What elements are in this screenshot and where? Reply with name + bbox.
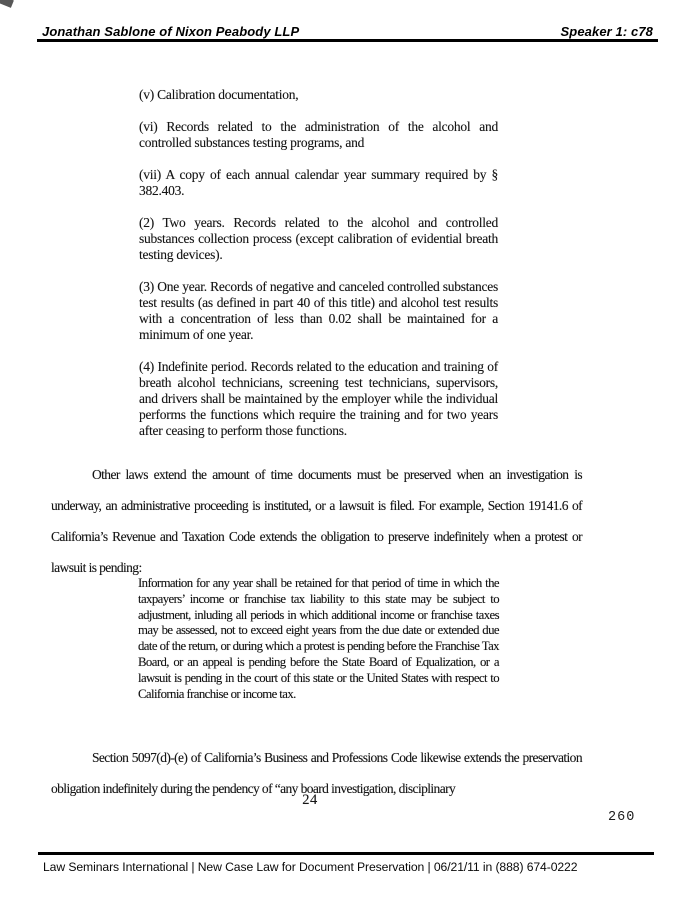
page-header bbox=[37, 24, 657, 39]
regulation-item-v: (v) Calibration documentation, bbox=[139, 87, 299, 102]
regulation-item-3: (3) One year. Records of negative and canceled controlled substances test results (as defined in part 40 of this title) and alcohol test results with a concentration of less than 0.02 shall be maintained for a minimum of one year. bbox=[139, 279, 498, 342]
header-author: Jonathan Sablone of Nixon Peabody LLP bbox=[42, 24, 300, 39]
bates-number: 260 bbox=[608, 810, 636, 825]
header-speaker-label: Speaker 1: c78 bbox=[560, 24, 653, 39]
page-footer-text: Law Seminars International | New Case Law for Document Preservation | 06/21/11 in (888) 674-0222 bbox=[43, 860, 578, 874]
regulation-retention-list bbox=[139, 87, 498, 455]
regulation-item-4: (4) Indefinite period. Records related to the education and training of breath alcohol technicians, screening test technicians, supervisors, and drivers shall be maintained by the employer while the individual performs the functions which require the training and for two years after ceasing to perform those functions. bbox=[139, 359, 498, 438]
paragraph-section-5097: Section 5097(d)-(e) of California’s Business and Professions Code likewise extends the preservation obligation indefinitely during the pendency of “any board investigation, disciplinary bbox=[51, 749, 582, 796]
regulation-item-2: (2) Two years. Records related to the alcohol and controlled substances collection process (except calibration of evidential breath testing devices). bbox=[139, 215, 498, 262]
regulation-item-vi: (vi) Records related to the administration of the alcohol and controlled substances testing programs, and bbox=[139, 119, 498, 150]
page-number: 24 bbox=[302, 792, 318, 808]
statute-blockquote: Information for any year shall be retained for that period of time in which the taxpayers’ income or franchise tax liability to this state may be subject to adjustment, inluding all periods in which additional income or franchise taxes may be assessed, not to exceed eight years from the due date or extended due date of the return, or during which a protest is pending before the Franchise Tax Board, or an appeal is pending before the State Board of Equalization, or a lawsuit is pending in the court of this state or the United States with respect to California franchise or income tax. bbox=[138, 576, 499, 701]
footer-rule bbox=[38, 852, 654, 855]
header-rule bbox=[37, 39, 658, 42]
scan-noise-specks bbox=[0, 0, 1, 1]
scan-corner-artifact bbox=[0, 0, 14, 8]
paragraph-other-laws: Other laws extend the amount of time documents must be preserved when an investigation is underway, an administrative proceeding is instituted, or a lawsuit is filed. For example, Section 19141.6 of California’s Revenue and Taxation Code extends the obligation to preserve indefinitely when a protest or lawsuit is pending: bbox=[51, 466, 582, 575]
regulation-item-vii: (vii) A copy of each annual calendar year summary required by § 382.403. bbox=[139, 167, 498, 198]
